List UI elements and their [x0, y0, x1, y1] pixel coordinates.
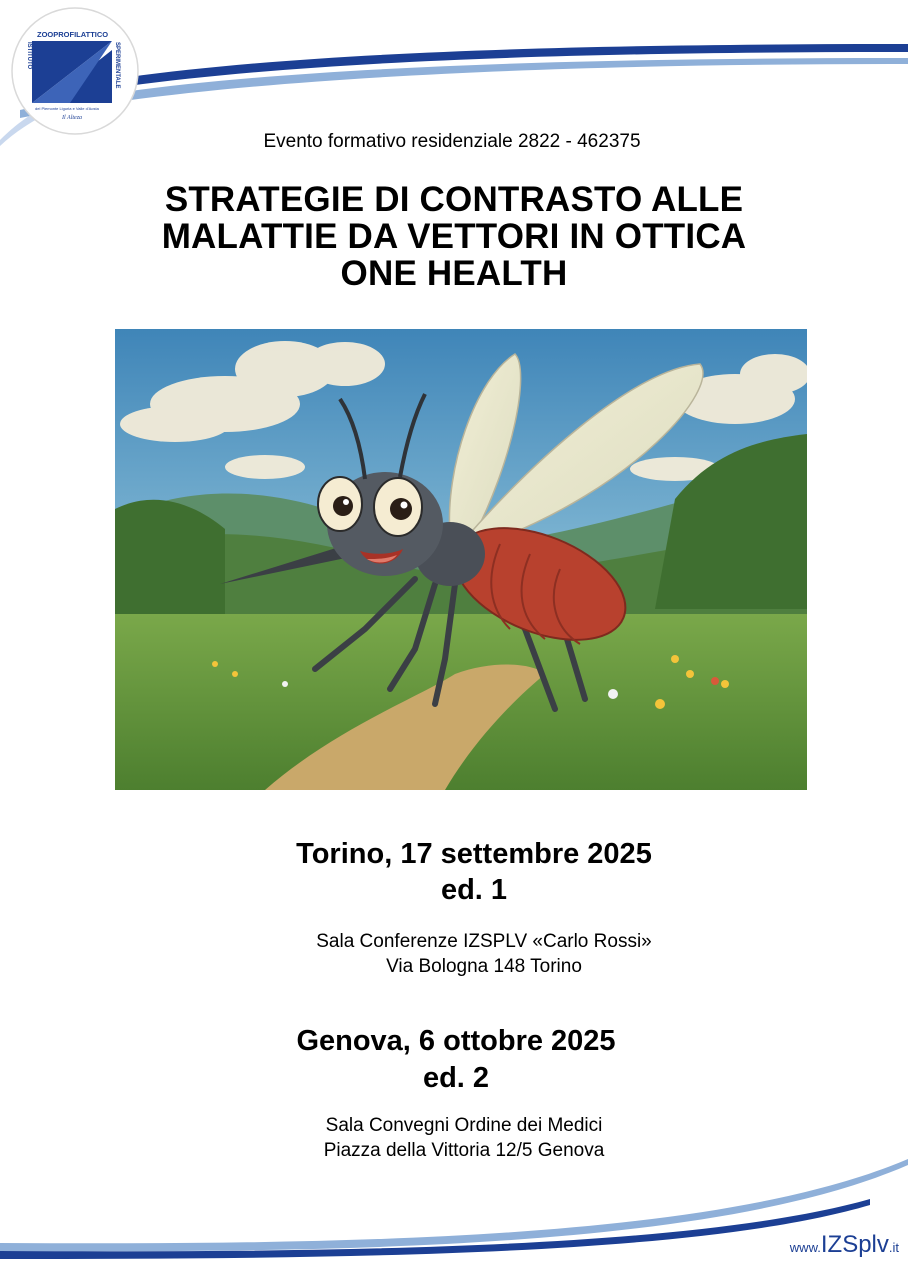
edition-2-venue: Sala Convegni Ordine dei Medici [325, 1115, 603, 1136]
edition-1-date: Torino, 17 settembre 2025 [296, 838, 652, 870]
logo-bottom-text: del Piemonte Liguria e Valle d'Aosta [35, 106, 99, 111]
title-line-2: MALATTIE DA VETTORI IN OTTICA [161, 217, 747, 256]
footer-swoosh [0, 1159, 908, 1269]
edition-1-number: ed. 1 [440, 874, 508, 906]
logo-top-text: ZOOPROFILATTICO [37, 30, 109, 39]
mosquito-illustration [115, 329, 807, 790]
website-url[interactable] [790, 1231, 899, 1259]
url-main: IZSplv [820, 1231, 889, 1258]
url-suffix: .it [888, 1240, 899, 1255]
logo-right-text: SPERIMENTALE [114, 42, 120, 89]
title-line-3: ONE HEALTH [340, 254, 568, 293]
event-subtitle: Evento formativo residenziale 2822 - 462375 [263, 131, 641, 152]
title-line-1: STRATEGIE DI CONTRASTO ALLE [164, 180, 744, 219]
edition-1-venue: Sala Conferenze IZSPLV «Carlo Rossi» [316, 931, 652, 952]
edition-2-number: ed. 2 [422, 1062, 490, 1094]
logo-signature: Il Alteza [62, 115, 83, 121]
edition-2-address: Piazza della Vittoria 12/5 Genova [323, 1140, 605, 1161]
logo-left-text: ISTITUTO [26, 42, 32, 70]
event-title [0, 181, 908, 292]
edition-1-address: Via Bologna 148 Torino [386, 956, 582, 977]
url-prefix: www. [789, 1240, 821, 1255]
edition-2-date: Genova, 6 ottobre 2025 [296, 1025, 616, 1057]
institute-logo [10, 6, 140, 136]
